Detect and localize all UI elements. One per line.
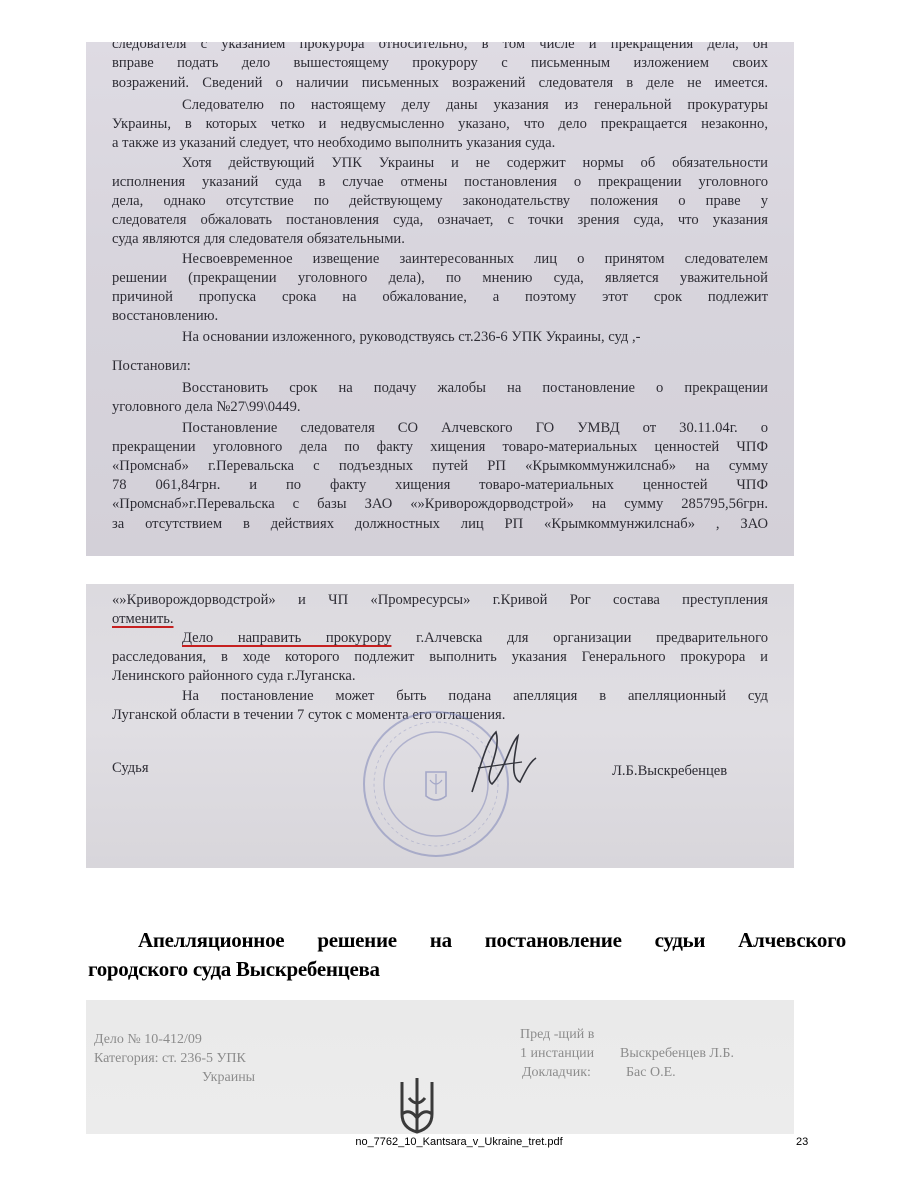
presiding-label: Пред -щий в bbox=[520, 1027, 595, 1042]
section-heading-line2: городского суда Выскребенцева bbox=[88, 957, 380, 981]
text-line: 78 061,84грн. и по факту хищения товаро-материальных ценностей ЧПФ bbox=[112, 477, 768, 493]
category-line2: Украины bbox=[202, 1070, 256, 1085]
text-line: а также из указаний следует, что необходимо выполнить указания суда. bbox=[112, 135, 556, 151]
section-heading-line1: Апелляционное решение на постановление судьи Алчевского bbox=[138, 928, 846, 952]
decision-heading: Постановил: bbox=[112, 358, 191, 374]
footer-filename: no_7762_10_Kantsara_v_Ukraine_tret.pdf bbox=[355, 1136, 563, 1148]
text-line: На основании изложенного, руководствуясь ст.236-6 УПК Украины, суд ,- bbox=[182, 329, 641, 345]
scanned-page-fragment-3 bbox=[86, 1000, 794, 1134]
reporter-label: Докладчик: bbox=[522, 1065, 591, 1080]
text-line: уголовного дела №27\99\0449. bbox=[112, 399, 301, 415]
underlined-text: отменить. bbox=[112, 611, 174, 627]
scanned-page-fragment-1 bbox=[86, 42, 794, 556]
text-line: Восстановить срок на подачу жалобы на постановление о прекращении bbox=[182, 380, 768, 396]
text-line: Постановление следователя СО Алчевского ГО УМВД от 30.11.04г. о bbox=[182, 420, 768, 436]
text-line: Луганской области в течении 7 суток с момента его оглашения. bbox=[112, 707, 506, 723]
text-line: Украины, в которых четко и недвусмысленно указано, что дело прекращается незаконно, bbox=[112, 116, 768, 132]
text-line: следователя с указанием прокурора относительно, в том числе и прекращения дела, он bbox=[112, 42, 768, 52]
text-line: причиной пропуска срока на обжалование, а поэтому этот срок подлежит bbox=[112, 289, 768, 305]
judge-label: Судья bbox=[112, 759, 149, 776]
text-line: Ленинского районного суда г.Луганска. bbox=[112, 668, 356, 684]
text-line: решении (прекращении уголовного дела), по мнению суда, является уважительной bbox=[112, 270, 768, 286]
judge-name: Л.Б.Выскребенцев bbox=[612, 762, 728, 779]
text-span: г.Алчевска для организации предварительного bbox=[391, 630, 768, 646]
trident-emblem bbox=[392, 1074, 442, 1134]
text-line: «Промснаб» г.Перевальска с подъездных путей РП «Крымкоммунжилснаб» на сумму bbox=[112, 458, 768, 474]
page-number: 23 bbox=[796, 1136, 809, 1148]
text-line: Следователю по настоящему делу даны указания из генеральной прокуратуры bbox=[182, 97, 768, 113]
text-line: прекращении уголовного дела по факту хищения товаро-материальных ценностей ЧПФ bbox=[112, 439, 768, 455]
presiding-judge-name: Выскребенцев Л.Б. bbox=[620, 1046, 734, 1061]
instance-label: 1 инстанции bbox=[520, 1046, 595, 1061]
text-line: вправе подать дело вышестоящему прокурору с письменным изложением своих bbox=[112, 55, 768, 71]
category-line1: Категория: ст. 236-5 УПК bbox=[94, 1051, 246, 1066]
text-line: Хотя действующий УПК Украины и не содержит нормы об обязательности bbox=[182, 155, 768, 171]
text-line: восстановлению. bbox=[112, 308, 219, 324]
text-line: исполнения указаний суда в случае отмены постановления о прекращении уголовного bbox=[112, 174, 768, 190]
text-line: дела, однако отсутствие по действующему законодательству положения о праве у bbox=[112, 193, 768, 209]
text-line: следователя обжаловать постановления суда, означает, с точки зрения суда, что указания bbox=[112, 212, 768, 228]
text-line bbox=[112, 611, 768, 628]
reporter-name: Бас О.Е. bbox=[626, 1065, 676, 1080]
case-number: Дело № 10-412/09 bbox=[94, 1032, 202, 1047]
text-line: за отсутствием в действиях должностных лиц РП «Крымкоммунжилснаб» , ЗАО bbox=[112, 516, 768, 532]
text-line: Несвоевременное извещение заинтересованных лиц о принятом следователем bbox=[182, 251, 768, 267]
underlined-text: Дело направить прокурору bbox=[182, 630, 392, 646]
text-line: расследования, в ходе которого подлежит выполнить указания Генерального прокурора и bbox=[112, 649, 768, 665]
scanned-page-fragment-2 bbox=[86, 584, 794, 868]
text-line bbox=[182, 630, 768, 647]
text-line: «Промснаб»г.Перевальска с базы ЗАО «»Криворождорводстрой» на сумму 285795,56грн. bbox=[112, 496, 768, 512]
text-line: «»Криворождорводстрой» и ЧП «Промресурсы» г.Кривой Рог состава преступления bbox=[112, 592, 768, 608]
text-line: суда являются для следователя обязательными. bbox=[112, 231, 405, 247]
text-line: возражений. Сведений о наличии письменных возражений следователя в деле не имеется. bbox=[112, 75, 768, 91]
text-line: На постановление может быть подана апелляция в апелляционный суд bbox=[182, 688, 768, 704]
signature bbox=[452, 722, 542, 802]
